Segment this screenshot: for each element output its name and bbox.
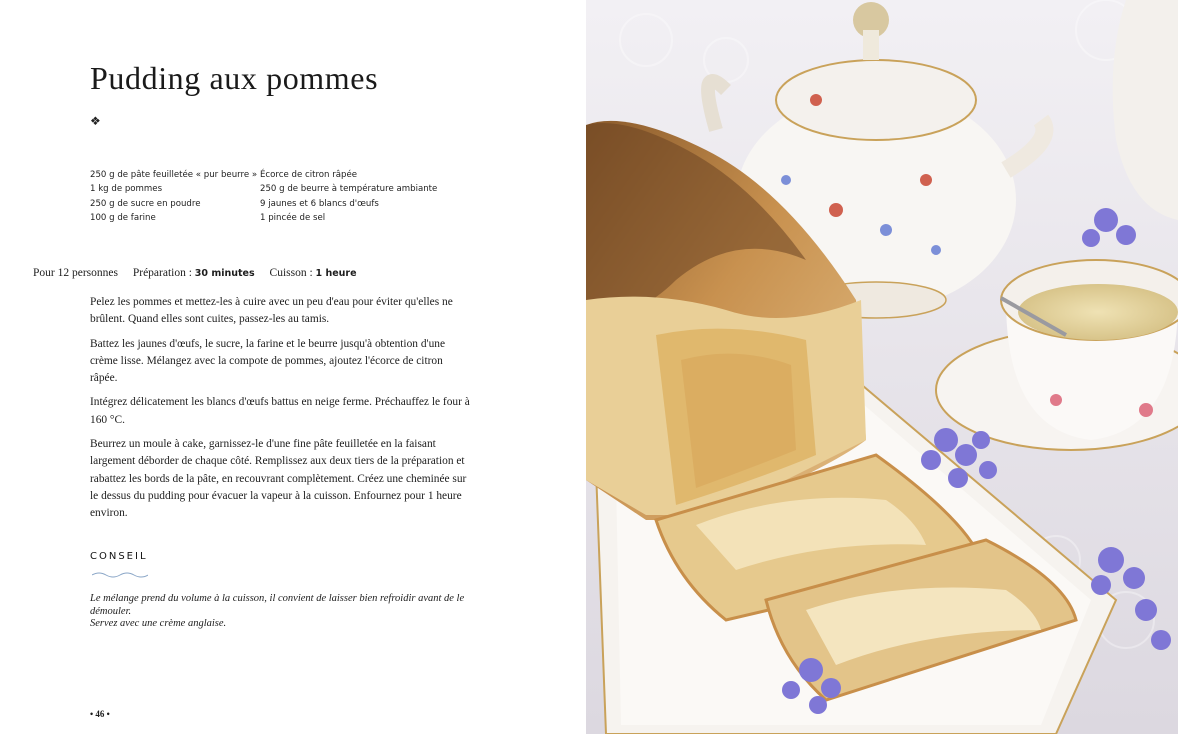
step-paragraph: Beurrez un moule à cake, garnissez-le d'une fine pâte feuilletée en la faisant largement déborder de chaque côté. Remplissez aux deux tiers de la préparation et rabattez les bords de la pâte, en recouvrant complètement. Créez une cheminée sur le dessus du pudding pour évacuer la vapeur à la cuisson. Enfournez pour 1 heure environ.	[90, 438, 467, 520]
ingredients-column-2	[260, 168, 437, 225]
ingredient-item: 100 g de farine	[90, 212, 156, 223]
ingredient-item: 1 pincée de sel	[260, 212, 326, 223]
step-paragraph: Pelez les pommes et mettez-les à cuire avec un peu d'eau pour éviter qu'elles ne brûlent. Quand elles sont cuites, passez-les au tamis.	[90, 296, 453, 326]
recipe-steps	[90, 294, 470, 530]
step-paragraph: Intégrez délicatement les blancs d'œufs battus en neige ferme. Préchauffez le four à 160 °C.	[90, 396, 470, 426]
step-paragraph: Battez les jaunes d'œufs, le sucre, la farine et le beurre jusqu'à obtention d'une crème lisse. Mélangez avec la compote de pommes, ajoutez l'écorce de citron râpée.	[90, 337, 446, 385]
ingredients-column-1	[90, 168, 257, 225]
recipe-title: Pudding aux pommes	[90, 60, 379, 96]
recipe-meta	[33, 267, 357, 279]
page-number: • 46 •	[90, 709, 110, 719]
cook-label: Cuisson :	[269, 267, 313, 279]
ornament-icon: ❖	[90, 114, 101, 128]
ingredient-item: 9 jaunes et 6 blancs d'œufs	[260, 198, 379, 209]
ingredient-item: Écorce de citron râpée	[260, 170, 358, 180]
tip-line: Le mélange prend du volume à la cuisson, il convient de laisser bien refroidir avant de le démouler.	[90, 593, 465, 617]
cook-value: 1 heure	[315, 268, 357, 279]
ingredient-item: 250 g de pâte feuilletée « pur beurre »	[90, 170, 258, 180]
ingredient-item: 250 g de beurre à température ambiante	[260, 184, 438, 195]
prep-label: Préparation :	[132, 267, 192, 279]
photo-illustration	[586, 0, 1178, 734]
servings: Pour 12 personnes	[33, 267, 118, 279]
tip-line: Servez avec une crème anglaise.	[90, 618, 227, 629]
wave-divider-icon	[92, 571, 148, 579]
tip-text	[90, 593, 470, 631]
recipe-page	[0, 0, 586, 734]
ingredient-item: 1 kg de pommes	[90, 184, 163, 195]
ingredient-item: 250 g de sucre en poudre	[90, 198, 201, 209]
tip-label: CONSEIL	[90, 551, 148, 562]
prep-value: 30 minutes	[194, 268, 255, 279]
pudding-photo	[586, 0, 1178, 734]
